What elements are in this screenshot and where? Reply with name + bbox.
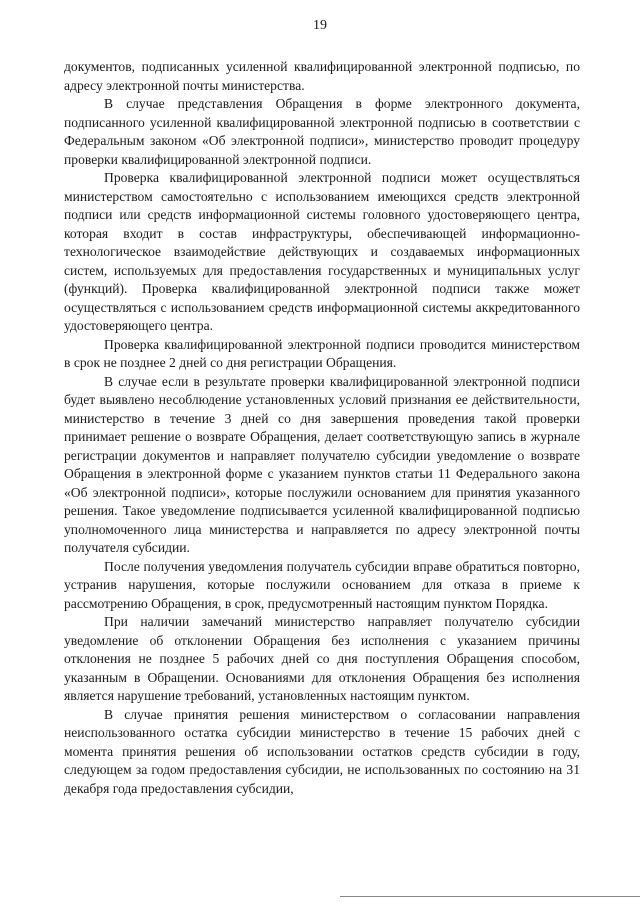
paragraph: документов, подписанных усиленной квалифицированной электронной подписью, по адресу электронной почты министерства. [64, 59, 580, 93]
page-number: 19 [313, 18, 327, 33]
paragraph: В случае представления Обращения в форме электронного документа, подписанного усиленной квалифицированной электронной подписью в соответствии с Федеральным законом «Об электронной подписи», министерство проводит процедуру проверки квалифицированной электронной подписи. [64, 96, 580, 167]
footer-rule [340, 896, 640, 897]
paragraph: В случае принятия решения министерством о согласовании направления неиспользованного остатка субсидии министерство в течение 15 рабочих дней с момента принятия решения об использовании остатков средств субсидии в году, следующем за годом предоставления субсидии, не использованных по состоянию на 31 декабря года предоставления субсидии, [64, 706, 580, 796]
paragraph: Проверка квалифицированной электронной подписи проводится министерством в срок не позднее 2 дней со дня регистрации Обращения. [64, 336, 580, 370]
paragraph: В случае если в результате проверки квалифицированной электронной подписи будет выявлено несоблюдение установленных условий признания ее действительности, министерство в течение 3 дней со дня завершения проведения такой проверки принимает решение о возврате Обращения, делает соответствующую запись в журнале регистрации документов и направляет получателю субсидии уведомление о возврате Обращения в электронной форме с указанием пунктов статьи 11 Федерального закона «Об электронной подписи», которые послужили основанием для принятия указанного решения. Такое уведомление подписывается усиленной квалифицированной подписью уполномоченного лица министерства и направляется по адресу электронной почты получателя субсидии. [64, 373, 580, 555]
paragraph: Проверка квалифицированной электронной подписи может осуществляться министерством самостоятельно с использованием имеющихся средств электронной подписи или средств информационной системы головного удостоверяющего центра, которая входит в состав инфраструктуры, обеспечивающей информационно-технологическое взаимодействие действующих и создаваемых информационных систем, используемых для предоставления государственных и муниципальных услуг (функций). Проверка квалифицированной электронной подписи также может осуществляться с использованием средств информационной системы аккредитованного удостоверяющего центра. [64, 170, 580, 333]
paragraph: После получения уведомления получатель субсидии вправе обратиться повторно, устранив нарушения, которые послужили основанием для отказа в приеме к рассмотрению Обращения, в срок, предусмотренный настоящим пунктом Порядка. [64, 558, 580, 611]
paragraph: При наличии замечаний министерство направляет получателю субсидии уведомление об отклонении Обращения без исполнения с указанием причины отклонения не позднее 5 рабочих дней со дня поступления Обращения способом, указанным в Обращении. Основаниями для отклонения Обращения без исполнения является нарушение требований, установленных настоящим пунктом. [64, 614, 580, 703]
document-body [64, 58, 580, 798]
